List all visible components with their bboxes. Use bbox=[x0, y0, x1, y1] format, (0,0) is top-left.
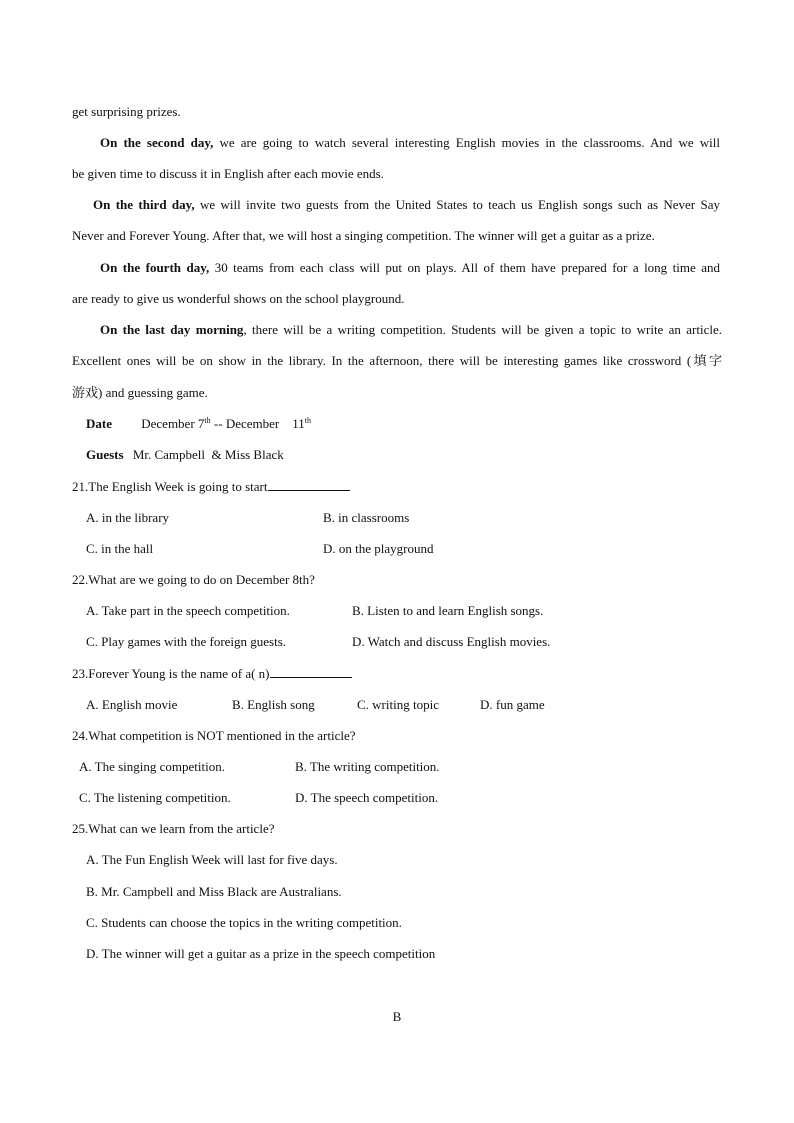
q22-option-a: A. Take part in the speech competition. bbox=[86, 603, 290, 618]
question-25-stem: 25.What can we learn from the article? bbox=[72, 821, 275, 836]
question-24-stem: 24.What competition is NOT mentioned in the article? bbox=[72, 728, 356, 743]
q23-option-c: C. writing topic bbox=[357, 697, 439, 712]
question-23-stem bbox=[72, 665, 722, 683]
info-guests bbox=[86, 446, 736, 464]
day4-label: On the fourth day, bbox=[100, 260, 210, 275]
q24-option-a: A. The singing competition. bbox=[79, 759, 225, 774]
q21-option-d: D. on the playground bbox=[323, 541, 434, 556]
question-21-stem bbox=[72, 478, 722, 496]
passage-day4-line2: are ready to give us wonderful shows on the school playground. bbox=[72, 291, 405, 306]
passage-day5-line3: 游戏) and guessing game. bbox=[72, 385, 208, 400]
passage-line: get surprising prizes. bbox=[72, 104, 181, 119]
info-date bbox=[86, 415, 736, 433]
q22-option-d: D. Watch and discuss English movies. bbox=[352, 634, 551, 649]
q24-option-c: C. The listening competition. bbox=[79, 790, 231, 805]
guests-label: Guests bbox=[86, 447, 124, 462]
guests-value: Mr. Campbell & Miss Black bbox=[132, 447, 284, 462]
date-start: December 7 bbox=[141, 416, 205, 431]
passage-day5-line2: Excellent ones will be on show in the library. In the afternoon, there will be interesting games like crossword (填字 bbox=[72, 353, 722, 368]
q21-option-a: A. in the library bbox=[86, 510, 170, 525]
date-end: -- December 11 bbox=[210, 416, 305, 431]
q22-option-b: B. Listen to and learn English songs. bbox=[352, 603, 544, 618]
day3-text: we will invite two guests from the United States to teach us English songs such as Never Say bbox=[194, 197, 720, 212]
q25-option-c: C. Students can choose the topics in the writing competition. bbox=[86, 915, 402, 930]
passage-day3-line1 bbox=[93, 196, 720, 214]
q25-option-d: D. The winner will get a guitar as a prize in the speech competition bbox=[86, 946, 436, 961]
q21-stem-text: 21.The English Week is going to start bbox=[72, 479, 268, 494]
passage-day3-line2: Never and Forever Young. After that, we will host a singing competition. The winner will get a guitar as a prize. bbox=[72, 228, 655, 243]
day5-label: On the last day morning bbox=[100, 322, 244, 337]
date-label: Date bbox=[86, 416, 112, 431]
passage-day5-line1 bbox=[100, 321, 722, 339]
q23-stem-text: 23.Forever Young is the name of a( n) bbox=[72, 666, 270, 681]
day3-label: On the third day, bbox=[93, 197, 195, 212]
date-start-sup: th bbox=[204, 416, 211, 425]
date-end-sup: th bbox=[304, 416, 311, 425]
q23-option-a: A. English movie bbox=[86, 697, 178, 712]
passage-day2-line2: be given time to discuss it in English after each movie ends. bbox=[72, 166, 384, 181]
section-label: B bbox=[392, 1009, 402, 1024]
answer-blank bbox=[268, 478, 350, 491]
q23-option-d: D. fun game bbox=[480, 697, 545, 712]
q25-option-b: B. Mr. Campbell and Miss Black are Australians. bbox=[86, 884, 342, 899]
q24-option-b: B. The writing competition. bbox=[295, 759, 440, 774]
day4-text: 30 teams from each class will put on plays. All of them have prepared for a long time and bbox=[209, 260, 720, 275]
q21-option-b: B. in classrooms bbox=[323, 510, 410, 525]
answer-blank bbox=[270, 665, 352, 678]
day5-text: , there will be a writing competition. Students will be given a topic to write an article. bbox=[243, 322, 722, 337]
q22-option-c: C. Play games with the foreign guests. bbox=[86, 634, 287, 649]
day2-text: we are going to watch several interesting English movies in the classrooms. And we will bbox=[213, 135, 720, 150]
question-22-stem: 22.What are we going to do on December 8th? bbox=[72, 572, 315, 587]
passage-day4-line1 bbox=[100, 259, 720, 277]
q25-option-a: A. The Fun English Week will last for five days. bbox=[86, 852, 338, 867]
day2-label: On the second day, bbox=[100, 135, 214, 150]
passage-day2-line1 bbox=[100, 134, 720, 152]
q24-option-d: D. The speech competition. bbox=[295, 790, 439, 805]
q23-option-b: B. English song bbox=[232, 697, 315, 712]
q21-option-c: C. in the hall bbox=[86, 541, 154, 556]
